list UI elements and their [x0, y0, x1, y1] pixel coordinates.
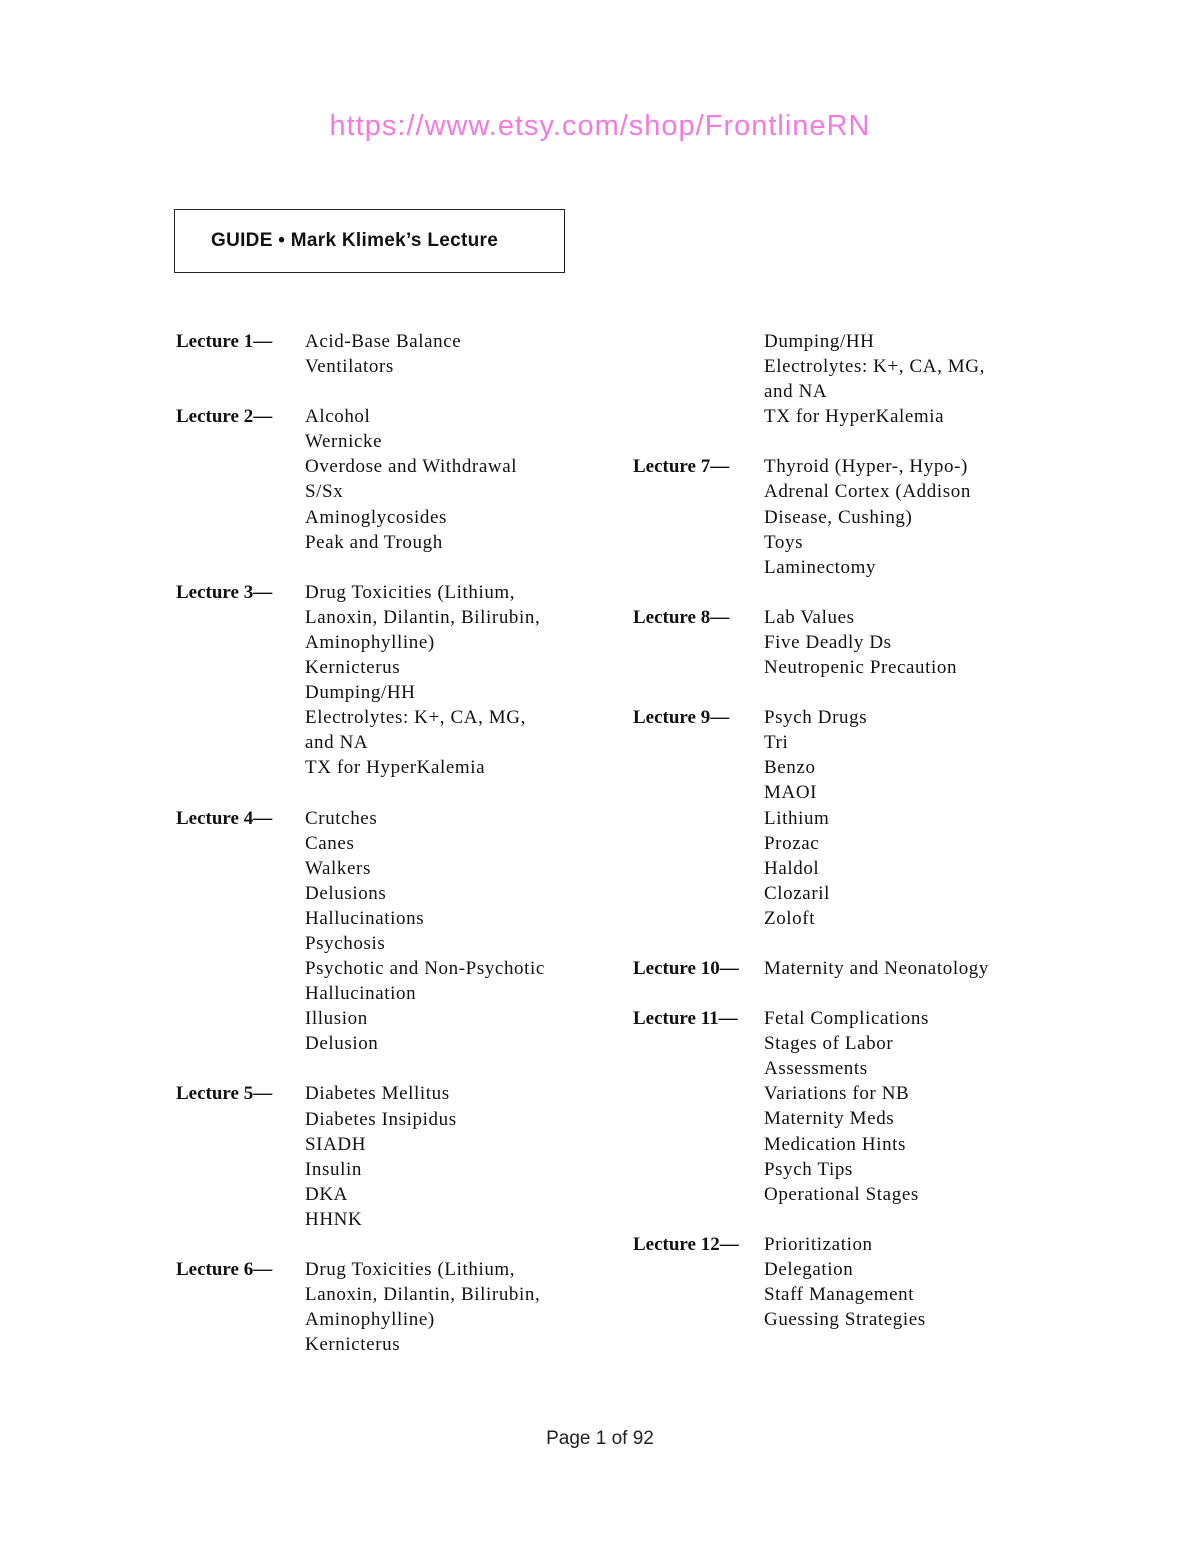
lecture-heading: Lecture 9—	[633, 707, 730, 729]
right-column	[633, 329, 1053, 1357]
topic-item: Aminoglycosides	[305, 506, 447, 528]
topic-item: Hallucination	[305, 983, 417, 1005]
topic-item: Diabetes Mellitus	[305, 1083, 450, 1105]
lecture-topics	[305, 404, 517, 555]
topic-item: Assessments	[764, 1058, 868, 1080]
lecture-block	[633, 454, 1053, 579]
guide-title-box	[174, 209, 565, 273]
topic-item: Lab Values	[764, 606, 855, 628]
topic-item: Delusions	[305, 882, 387, 904]
lecture-heading: Lecture 12—	[633, 1233, 739, 1255]
topic-item: Neutropenic Precaution	[764, 657, 958, 679]
topic-item: Illusion	[305, 1008, 368, 1030]
topic-item: Overdose and Withdrawal	[305, 456, 518, 478]
topic-item: Disease, Cushing)	[764, 506, 913, 528]
topic-item: Zoloft	[764, 907, 816, 929]
topic-item: HHNK	[305, 1208, 363, 1230]
topic-item: Insulin	[305, 1158, 362, 1180]
lecture-block	[633, 605, 1053, 680]
topic-item: Wernicke	[305, 431, 383, 453]
topic-item: Ventilators	[305, 356, 394, 378]
lecture-heading: Lecture 4—	[176, 807, 273, 829]
lecture-topics	[764, 1006, 929, 1207]
topic-item: TX for HyperKalemia	[764, 406, 945, 428]
guide-title: GUIDE • Mark Klimek’s Lecture	[211, 230, 499, 251]
topic-item: Canes	[305, 832, 355, 854]
topic-item: and NA	[764, 381, 828, 403]
topic-item: Psych Drugs	[764, 707, 868, 729]
lecture-topics	[764, 605, 957, 680]
topic-item: Maternity and Neonatology	[764, 957, 990, 979]
topic-item: Walkers	[305, 857, 371, 879]
lecture-block	[633, 1232, 1053, 1332]
topic-item: SIADH	[305, 1133, 367, 1155]
lecture-heading: Lecture 7—	[633, 456, 730, 478]
topic-item: Five Deadly Ds	[764, 631, 892, 653]
lecture-block	[176, 806, 596, 1057]
lecture-block	[176, 1257, 596, 1357]
lecture-block	[176, 404, 596, 555]
lecture-topics	[305, 580, 540, 781]
topic-item: Operational Stages	[764, 1183, 919, 1205]
topic-item: Peak and Trough	[305, 531, 443, 553]
topic-item: Electrolytes: K+, CA, MG,	[305, 707, 526, 729]
lecture-block	[176, 1081, 596, 1232]
topic-item: Dumping/HH	[764, 331, 875, 352]
topic-item: Variations for NB	[764, 1083, 910, 1105]
topic-item: Aminophylline)	[305, 631, 435, 653]
topic-item: Lanoxin, Dilantin, Bilirubin,	[305, 606, 541, 628]
lecture-block	[633, 1006, 1053, 1207]
topic-item: Staff Management	[764, 1284, 915, 1305]
topic-item: and NA	[305, 732, 369, 754]
topic-item: Hallucinations	[305, 907, 425, 929]
lecture-heading: Lecture 10—	[633, 957, 739, 979]
lecture-block	[176, 580, 596, 781]
topic-item: Toys	[764, 531, 804, 553]
lecture-heading: Lecture 11—	[633, 1008, 738, 1030]
topic-item: Prozac	[764, 832, 820, 854]
lecture-heading: Lecture 3—	[176, 581, 273, 603]
lecture-topics	[764, 1232, 926, 1332]
topic-item: Delusion	[305, 1033, 379, 1055]
topic-item: Thyroid (Hyper-, Hypo-)	[764, 456, 968, 478]
topic-item: MAOI	[764, 782, 818, 804]
lecture-block	[633, 705, 1053, 931]
topic-item: TX for HyperKalemia	[305, 757, 486, 779]
topic-item: Acid-Base Balance	[305, 331, 462, 352]
lecture-topics	[764, 956, 989, 981]
lecture-block	[176, 329, 596, 379]
topic-item: Maternity Meds	[764, 1108, 895, 1130]
topic-item: Fetal Complications	[764, 1008, 929, 1030]
lecture-heading: Lecture 8—	[633, 606, 730, 628]
lecture-topics	[764, 454, 971, 579]
topic-item: Benzo	[764, 757, 816, 779]
topic-item: Drug Toxicities (Lithium,	[305, 1259, 516, 1280]
lecture-heading: Lecture 2—	[176, 406, 273, 428]
topic-item: Haldol	[764, 857, 820, 879]
topic-item: Psychosis	[305, 932, 386, 954]
topic-item: Kernicterus	[305, 657, 401, 679]
topic-item: Aminophylline)	[305, 1309, 435, 1331]
topic-item: Adrenal Cortex (Addison	[764, 481, 971, 503]
topic-item: Drug Toxicities (Lithium,	[305, 581, 516, 603]
page-number: Page 1 of 92	[546, 1428, 654, 1449]
topic-item: Stages of Labor	[764, 1033, 894, 1055]
topic-item: Guessing Strategies	[764, 1309, 926, 1331]
topic-item: Medication Hints	[764, 1133, 907, 1155]
topic-item: Laminectomy	[764, 556, 877, 578]
topic-item: Psych Tips	[764, 1158, 853, 1180]
topic-item: Tri	[764, 732, 789, 754]
topic-item: S/Sx	[305, 481, 344, 503]
lecture-heading: Lecture 6—	[176, 1259, 273, 1280]
lecture-topics	[305, 329, 461, 379]
topic-item: Alcohol	[305, 406, 371, 428]
lecture-topics	[305, 1081, 457, 1232]
topic-item: DKA	[305, 1183, 348, 1205]
topic-item: Diabetes Insipidus	[305, 1108, 457, 1130]
lecture-heading: Lecture 1—	[176, 331, 273, 352]
topic-item: Lithium	[764, 807, 830, 829]
lecture-topics	[764, 705, 867, 931]
lecture-heading: Lecture 5—	[176, 1083, 273, 1105]
topic-item: Psychotic and Non-Psychotic	[305, 958, 545, 980]
lecture-topics	[305, 1257, 540, 1357]
topic-item: Lanoxin, Dilantin, Bilirubin,	[305, 1284, 541, 1306]
topic-item: Dumping/HH	[305, 682, 416, 704]
topic-item: Electrolytes: K+, CA, MG,	[764, 356, 985, 378]
lecture-block	[633, 956, 1053, 981]
topic-item: Clozaril	[764, 882, 831, 904]
watermark-url: https://www.etsy.com/shop/FrontlineRN	[329, 110, 871, 142]
topic-item: Prioritization	[764, 1233, 873, 1255]
topic-item: Delegation	[764, 1258, 854, 1280]
lecture-topics	[305, 806, 545, 1057]
lecture-6-continuation	[764, 329, 1053, 429]
topic-item: Kernicterus	[305, 1334, 401, 1356]
topic-item: Crutches	[305, 807, 378, 829]
left-column	[176, 329, 596, 1382]
